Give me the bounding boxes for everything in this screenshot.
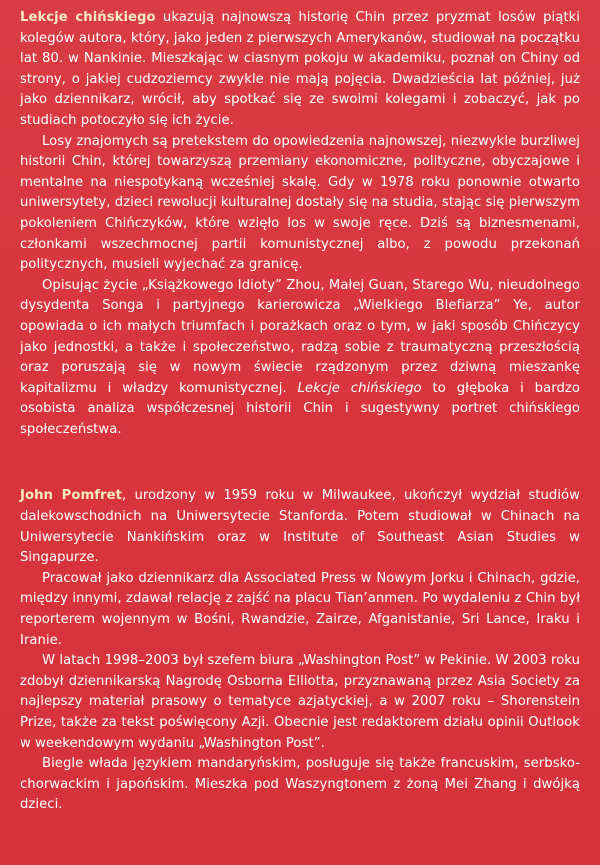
- description-paragraph-2: Losy znajomych są pretekstem do opowiedzenia najnowszej, niezwykle burzliwej historii Chin, której towarzyszą przemiany ekonomiczne, polityczne, obyczajowe i mentalne na niespotykaną wcześniej skalę. Gdy w 1978 roku ponownie otwarto uniwersytety, dzieci rewolucji kulturalnej dostały się na studia, stając się pierwszym pokoleniem Chińczyków, które wzięło los w swoje ręce. Dziś są biznesmenami, członkami wszechmocnej partii komunistycznej albo, z powodu przekonań politycznych, musieli wyjechać za granicę.: [20, 133, 580, 273]
- description-paragraph-3-end: to głęboka i bardzo osobista analiza współczesnej historii Chin i sugestywny portret chińskiego społeczeństwa.: [20, 380, 580, 437]
- bio-paragraph-1-text: , urodzony w 1959 roku w Milwaukee, ukończył wydział studiów dalekowschodnich na Uniwersytecie Stanforda. Potem studiował w Chinach na Uniwersytecie Nankińskim oraz w Institute of Southeast Asian Studies w Singapurze.: [20, 488, 581, 566]
- author-name: John Pomfret: [20, 488, 122, 504]
- book-title-italic: Lekcje chińskiego: [297, 380, 422, 396]
- book-title: Lekcje chińskiego: [20, 10, 156, 25]
- bio-paragraph-2: Pracował jako dziennikarz dla Associated Press w Nowym Jorku i Chinach, gdzie, między innymi, zdawał relację z zajść na placu Tian’anmen. Po wydaleniu z Chin był reporterem wojennym w Bośni, Rwandzie, Zairze, Afganistanie, Sri Lance, Iraku i Iranie.: [20, 570, 580, 648]
- description-paragraph-3: [20, 276, 580, 441]
- bio-paragraph-4: Biegle włada językiem mandaryńskim, posługuje się także francuskim, serbsko-chorwackim i japońskim. Mieszka pod Waszyngtonem z żoną Mei Zhang i dwójką dzieci.: [20, 756, 580, 813]
- description-paragraph-1: [20, 8, 580, 132]
- bio-paragraph-3: W latach 1998–2003 był szefem biura „Washington Post” w Pekinie. W 2003 roku zdobył dziennikarską Nagrodę Osborna Elliotta, przyznawaną przez Asia Society za najlepszy materiał prasowy o tematyce azjatyckiej, a w 2007 roku – Shorenstein Prize, także za tekst poświęcony Azji. Obecnie jest redaktorem działu opinii Outlook w weekendowym wydaniu „Washington Post”.: [20, 653, 580, 751]
- bio-paragraph-1: [20, 486, 580, 568]
- description-paragraph-3-start: Opisując życie „Książkowego Idioty” Zhou, Małej Guan, Starego Wu, nieudolnego dysydenta Songa i partyjnego karierowicza „Wielkiego Blefiarza” Ye, autor opowiada o ich małych triumfach i porażkach oraz o tym, w jaki sposób Chińczycy jako jednostki, a także i społeczeństwo, radzą sobie z traumatyczną przeszłością oraz poruszają się w nowym świecie rządzonym przez dziwną mieszankę kapitalizmu i władzy komunistycznej.: [20, 277, 580, 396]
- description-paragraph-1-text: ukazują najnowszą historię Chin przez pryzmat losów piątki kolegów autora, który, jako jeden z pierwszych Amerykanów, studiował na początku lat 80. w Nankinie. Mieszkając w ciasnym pokoju w akademiku, poznał on Chiny od strony, o jakiej cudzoziemcy zwykle nie mają pojęcia. Dwadzieścia lat później, już jako dziennikarz, wrócił, aby spotkać się ze swoimi kolegami i zobaczyć, jak po studiach potoczyło się ich życie.: [20, 10, 580, 128]
- book-description: [20, 8, 580, 440]
- author-bio: [20, 486, 580, 816]
